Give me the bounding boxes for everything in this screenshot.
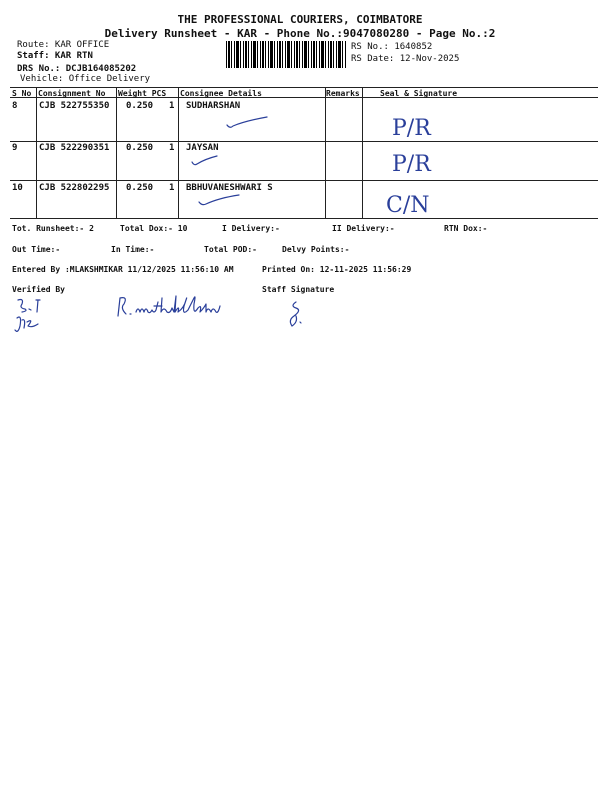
seal-stamp: P/R	[392, 116, 431, 141]
runsheet-subtitle: Delivery Runsheet - KAR - Phone No.:9047080280 - Page No.:2	[104, 27, 496, 40]
route-label: Route: KAR OFFICE	[17, 40, 110, 50]
rs-number: RS No.: 1640852	[351, 42, 433, 52]
row-sno: 9	[12, 143, 18, 153]
column-divider	[116, 87, 117, 218]
row-weight: 0.250	[126, 183, 154, 193]
row-consignment: CJB 522755350	[39, 101, 110, 111]
total-pod: Total POD:-	[204, 245, 257, 254]
barcode	[226, 41, 346, 68]
header-remarks: Remarks	[326, 89, 360, 98]
header-sno: S No	[12, 89, 32, 98]
header-weight-pcs: Weight PCS	[118, 89, 167, 98]
column-divider	[36, 87, 37, 218]
column-divider	[362, 87, 363, 218]
drs-number: DRS No.: DCJB164085202	[17, 64, 137, 74]
row-divider	[10, 141, 598, 142]
header-consignee: Consignee Details	[180, 89, 262, 98]
row-pcs: 1	[169, 143, 175, 153]
delivery-tick-signature	[197, 193, 242, 209]
column-divider	[325, 87, 326, 218]
out-time: Out Time:-	[12, 245, 61, 254]
seal-stamp: P/R	[392, 152, 431, 177]
staff-signature-label: Staff Signature	[262, 285, 335, 294]
total-runsheet: Tot. Runsheet:- 2	[12, 224, 94, 233]
i-delivery: I Delivery:-	[222, 224, 280, 233]
vehicle-label: Vehicle: Office Delivery	[20, 74, 151, 84]
delivery-points: Delvy Points:-	[282, 245, 350, 254]
row-weight: 0.250	[126, 101, 154, 111]
in-time: In Time:-	[111, 245, 155, 254]
handwritten-name-signature	[114, 292, 229, 326]
table-bottom-border	[10, 218, 598, 219]
row-consignee: JAYSAN	[186, 143, 219, 153]
header-seal-signature: Seal & Signature	[380, 89, 458, 98]
row-pcs: 1	[169, 101, 175, 111]
delivery-tick-signature	[190, 154, 220, 170]
table-top-border	[10, 87, 598, 88]
total-dox: Total Dox:- 10	[120, 224, 188, 233]
company-title: THE PROFESSIONAL COURIERS, COIMBATORE	[177, 13, 423, 26]
verified-by-label: Verified By	[12, 285, 65, 294]
seal-stamp: C/N	[386, 193, 430, 218]
header-consignment: Consignment No	[38, 89, 106, 98]
row-sno: 8	[12, 101, 18, 111]
staff-label: Staff: KAR RTN	[17, 51, 93, 61]
ii-delivery: II Delivery:-	[332, 224, 395, 233]
row-pcs: 1	[169, 183, 175, 193]
column-divider	[178, 87, 179, 218]
printed-on: Printed On: 12-11-2025 11:56:29	[262, 265, 412, 274]
row-sno: 10	[12, 183, 23, 193]
verifier-signature	[12, 296, 52, 340]
row-consignment: CJB 522290351	[39, 143, 110, 153]
rs-date: RS Date: 12-Nov-2025	[351, 54, 460, 64]
row-consignee: SUDHARSHAN	[186, 101, 241, 111]
delivery-tick-signature	[225, 115, 270, 135]
entered-by: Entered By :MLAKSHMIKAR 11/12/2025 11:56:10 AM	[12, 265, 234, 274]
row-consignment: CJB 522802295	[39, 183, 110, 193]
row-consignee: BBHUVANESHWARI S	[186, 183, 273, 193]
row-weight: 0.250	[126, 143, 154, 153]
staff-signature	[280, 298, 310, 332]
rtn-dox: RTN Dox:-	[444, 224, 488, 233]
row-divider	[10, 180, 598, 181]
